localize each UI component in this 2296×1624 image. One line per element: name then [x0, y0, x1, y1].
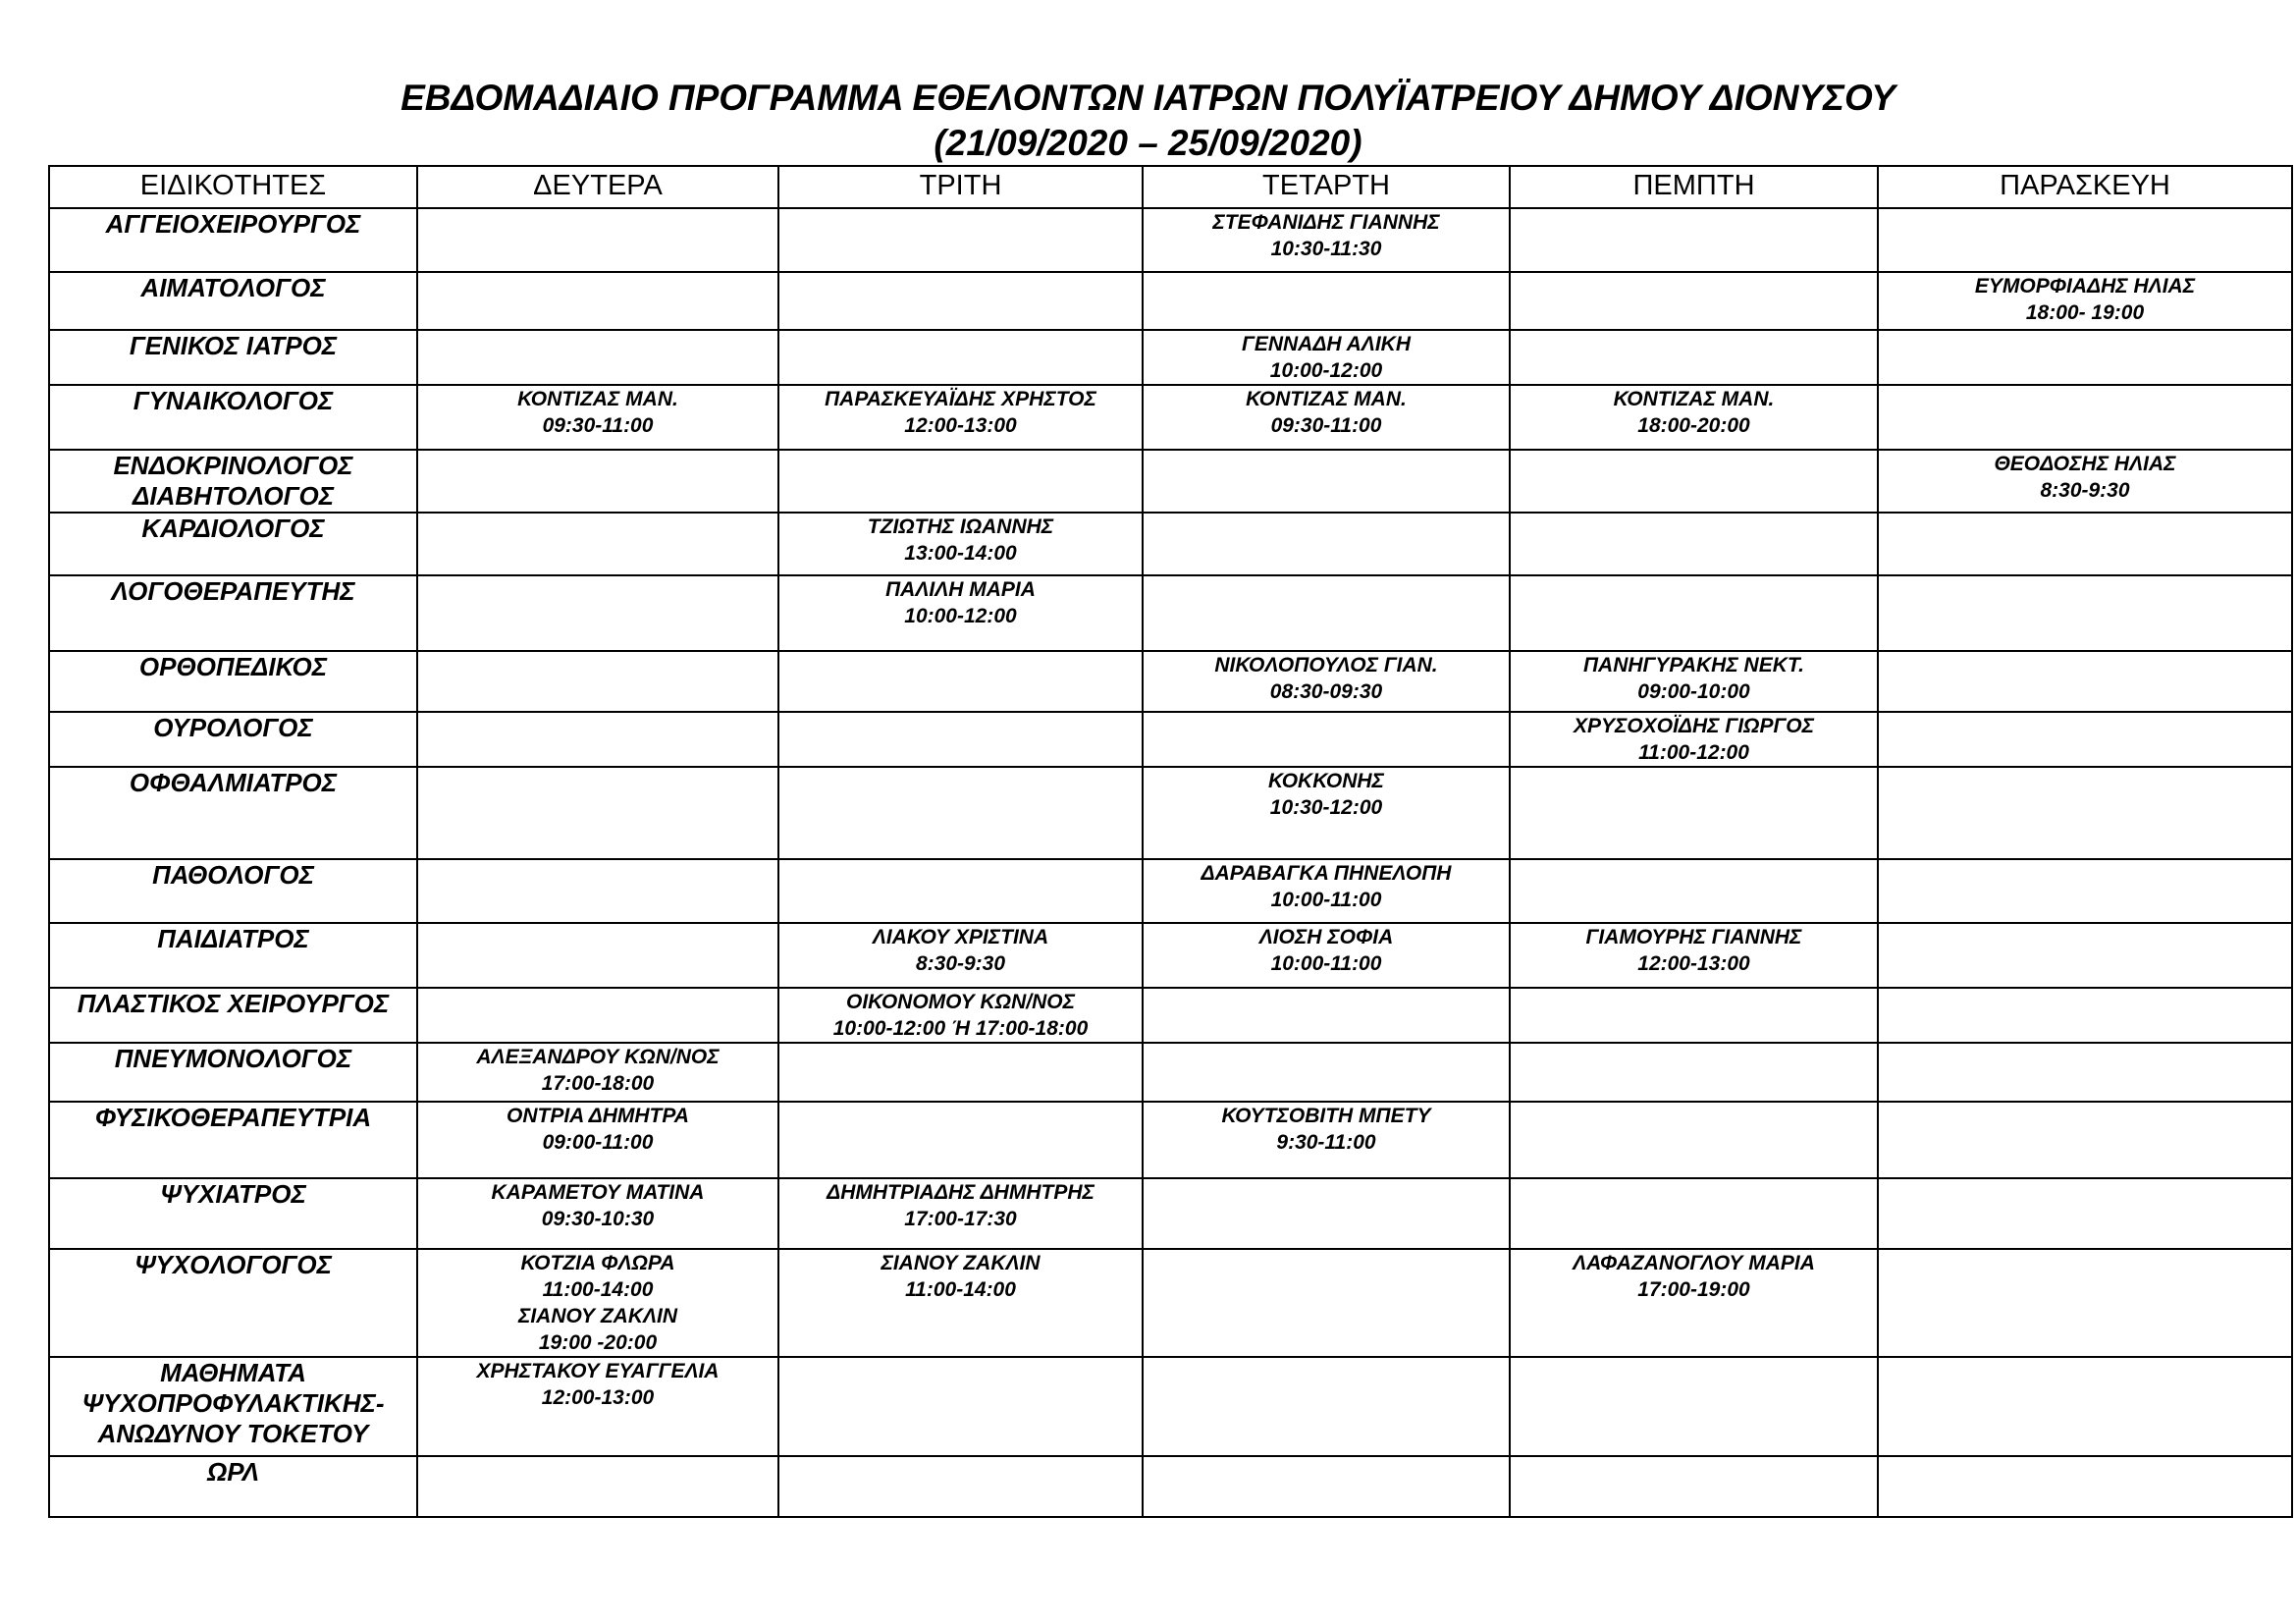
specialty-label: ΚΑΡΔΙΟΛΟΓΟΣ — [141, 514, 325, 543]
schedule-cell — [1878, 272, 2292, 330]
doctor-name: ΝΙΚΟΛΟΠΟΥΛΟΣ ΓΙΑΝ. — [1214, 654, 1438, 677]
table-row — [49, 1043, 2292, 1102]
column-header-specialty: ΕΙΔΙΚΟΤΗΤΕΣ — [49, 166, 417, 208]
doctor-name: ΘΕΟΔΟΣΗΣ ΗΛΙΑΣ — [1994, 453, 2176, 475]
specialty-label: ΦΥΣΙΚΟΘΕΡΑΠΕΥΤΡΙΑ — [94, 1103, 372, 1132]
specialty-label: ΟΥΡΟΛΟΓΟΣ — [153, 713, 313, 742]
schedule-cell — [417, 330, 778, 385]
doctor-name: ΚΟΤΖΙΑ ΦΛΩΡΑ — [520, 1252, 675, 1274]
doctor-entry — [779, 1250, 1142, 1303]
schedule-cell — [1143, 450, 1510, 513]
time-slot: 18:00-20:00 — [1637, 414, 1750, 437]
time-slot: 17:00-18:00 — [541, 1072, 655, 1095]
doctor-entry — [1511, 924, 1877, 977]
doctor-name: ΚΟΝΤΙΖΑΣ ΜΑΝ. — [1246, 388, 1407, 410]
schedule-cell — [1878, 651, 2292, 712]
schedule-cell — [417, 1102, 778, 1178]
schedule-cell — [1510, 1043, 1878, 1102]
schedule-cell — [417, 208, 778, 272]
doctor-name: ΔΑΡΑΒΑΓΚΑ ΠΗΝΕΛΟΠΗ — [1201, 862, 1452, 885]
table-row — [49, 208, 2292, 272]
time-slot: 10:00-12:00 — [904, 605, 1017, 627]
doctor-entry — [1144, 768, 1509, 821]
time-slot: 10:00-11:00 — [1270, 889, 1382, 911]
schedule-cell — [778, 988, 1143, 1043]
doctor-entry — [418, 1303, 777, 1356]
time-slot: 09:00-11:00 — [542, 1131, 654, 1154]
schedule-cell — [778, 1178, 1143, 1249]
schedule-cell — [1878, 208, 2292, 272]
doctor-entry — [1511, 1250, 1877, 1303]
table-row — [49, 651, 2292, 712]
time-slot: 12:00-13:00 — [541, 1386, 655, 1409]
column-header-day: ΤΡΙΤΗ — [778, 166, 1143, 208]
schedule-cell — [1878, 385, 2292, 450]
doctor-entry — [418, 386, 777, 439]
doctor-entry — [1144, 209, 1509, 262]
doctor-name: ΔΗΜΗΤΡΙΑΔΗΣ ΔΗΜΗΤΡΗΣ — [827, 1181, 1095, 1204]
schedule-cell — [417, 385, 778, 450]
schedule-cell — [778, 450, 1143, 513]
specialty-cell — [49, 330, 417, 385]
specialty-cell — [49, 1043, 417, 1102]
specialty-cell — [49, 385, 417, 450]
schedule-cell — [1510, 1178, 1878, 1249]
specialty-label: ΑΓΓΕΙΟΧΕΙΡΟΥΡΓΟΣ — [105, 209, 361, 239]
schedule-cell — [1510, 330, 1878, 385]
specialty-cell — [49, 923, 417, 988]
schedule-cell — [778, 1357, 1143, 1456]
specialty-label: ΓΕΝΙΚΟΣ ΙΑΤΡΟΣ — [129, 331, 338, 360]
schedule-cell — [1143, 385, 1510, 450]
table-row — [49, 1102, 2292, 1178]
specialty-label: ΨΥΧΙΑΤΡΟΣ — [160, 1179, 306, 1209]
specialty-cell — [49, 988, 417, 1043]
schedule-cell — [1510, 1249, 1878, 1357]
specialty-label: ΜΑΘΗΜΑΤΑ — [160, 1358, 306, 1387]
schedule-cell — [778, 923, 1143, 988]
schedule-cell — [417, 513, 778, 575]
doctor-name: ΓΙΑΜΟΥΡΗΣ ΓΙΑΝΝΗΣ — [1585, 926, 1802, 948]
schedule-cell — [778, 575, 1143, 651]
table-row — [49, 1456, 2292, 1517]
specialty-cell — [49, 1102, 417, 1178]
doctor-name: ΣΙΑΝΟΥ ΖΑΚΛΙΝ — [517, 1305, 678, 1327]
schedule-cell — [1143, 513, 1510, 575]
specialty-cell — [49, 513, 417, 575]
schedule-cell — [1143, 1102, 1510, 1178]
schedule-cell — [1510, 208, 1878, 272]
header-row — [49, 166, 2292, 208]
doctor-name: ΚΟΥΤΣΟΒΙΤΗ ΜΠΕΤΥ — [1221, 1105, 1431, 1127]
specialty-label: ΓΥΝΑΙΚΟΛΟΓΟΣ — [133, 386, 334, 415]
doctor-name: ΚΟΚΚΟΝΗΣ — [1268, 770, 1384, 792]
schedule-cell — [417, 1043, 778, 1102]
specialty-label: ΩΡΛ — [206, 1457, 260, 1487]
schedule-cell — [417, 1456, 778, 1517]
specialty-label: ΑΝΩΔΥΝΟΥ ΤΟΚΕΤΟΥ — [97, 1419, 369, 1448]
time-slot: 08:30-09:30 — [1269, 680, 1383, 703]
specialty-cell — [49, 272, 417, 330]
doctor-entry — [1511, 652, 1877, 705]
schedule-cell — [778, 1102, 1143, 1178]
schedule-cell — [1878, 1249, 2292, 1357]
doctor-entry — [1144, 1103, 1509, 1156]
time-slot: 10:00-12:00 Ή 17:00-18:00 — [832, 1017, 1089, 1040]
time-slot: 11:00-12:00 — [1638, 741, 1749, 764]
schedule-cell — [1510, 450, 1878, 513]
column-header-day: ΔΕΥΤΕΡΑ — [417, 166, 778, 208]
schedule-cell — [1510, 767, 1878, 859]
specialty-label: ΠΝΕΥΜΟΝΟΛΟΓΟΣ — [114, 1044, 352, 1073]
time-slot: 19:00 -20:00 — [538, 1331, 658, 1354]
doctor-entry — [779, 989, 1142, 1042]
schedule-cell — [417, 767, 778, 859]
schedule-cell — [1878, 450, 2292, 513]
schedule-cell — [1510, 988, 1878, 1043]
time-slot: 10:00-12:00 — [1269, 359, 1383, 382]
schedule-cell — [1878, 1357, 2292, 1456]
schedule-cell — [1143, 1456, 1510, 1517]
table-row — [49, 330, 2292, 385]
doctor-entry — [1879, 451, 2291, 504]
specialty-cell — [49, 575, 417, 651]
time-slot: 09:30-11:00 — [1270, 414, 1382, 437]
specialty-label: ΑΙΜΑΤΟΛΟΓΟΣ — [140, 273, 326, 302]
specialty-cell — [49, 767, 417, 859]
specialty-cell — [49, 450, 417, 513]
schedule-cell — [1510, 651, 1878, 712]
schedule-cell — [417, 575, 778, 651]
specialty-label: ΔΙΑΒΗΤΟΛΟΓΟΣ — [132, 481, 335, 511]
table-row — [49, 450, 2292, 513]
time-slot: 17:00-19:00 — [1637, 1278, 1750, 1301]
doctor-name: ΟΙΚΟΝΟΜΟΥ ΚΩΝ/ΝΟΣ — [846, 991, 1075, 1013]
time-slot: 09:00-10:00 — [1637, 680, 1750, 703]
doctor-name: ΣΙΑΝΟΥ ΖΑΚΛΙΝ — [881, 1252, 1041, 1274]
schedule-cell — [1878, 330, 2292, 385]
doctor-entry — [1879, 273, 2291, 326]
schedule-cell — [778, 651, 1143, 712]
doctor-entry — [779, 386, 1142, 439]
schedule-cell — [1510, 859, 1878, 923]
doctor-name: ΚΟΝΤΙΖΑΣ ΜΑΝ. — [517, 388, 678, 410]
table-row — [49, 513, 2292, 575]
doctor-name: ΤΖΙΩΤΗΣ ΙΩΑΝΝΗΣ — [867, 515, 1054, 538]
doctor-name: ΚΟΝΤΙΖΑΣ ΜΑΝ. — [1613, 388, 1775, 410]
schedule-cell — [1143, 1249, 1510, 1357]
doctor-entry — [779, 576, 1142, 629]
schedule-cell — [1878, 513, 2292, 575]
schedule-cell — [417, 272, 778, 330]
time-slot: 12:00-13:00 — [1637, 952, 1750, 975]
table-row — [49, 712, 2292, 767]
schedule-cell — [778, 1249, 1143, 1357]
doctor-entry — [1511, 713, 1877, 766]
doctor-entry — [1511, 386, 1877, 439]
schedule-cell — [1143, 208, 1510, 272]
schedule-cell — [778, 767, 1143, 859]
doctor-entry — [1144, 860, 1509, 913]
doctor-entry — [418, 1358, 777, 1411]
specialty-label: ΟΦΘΑΛΜΙΑΤΡΟΣ — [129, 768, 338, 797]
schedule-cell — [1878, 859, 2292, 923]
doctor-entry — [418, 1103, 777, 1156]
schedule-table — [48, 165, 2293, 1518]
schedule-cell — [1143, 575, 1510, 651]
schedule-cell — [417, 923, 778, 988]
time-slot: 8:30-9:30 — [915, 952, 1006, 975]
specialty-label: ΠΑΘΟΛΟΓΟΣ — [152, 860, 314, 890]
table-row — [49, 767, 2292, 859]
schedule-cell — [778, 208, 1143, 272]
doctor-name: ΠΑΝΗΓΥΡΑΚΗΣ ΝΕΚΤ. — [1582, 654, 1804, 677]
schedule-cell — [1143, 1043, 1510, 1102]
schedule-cell — [1510, 1456, 1878, 1517]
doctor-entry — [1144, 924, 1509, 977]
doctor-name: ΑΛΕΞΑΝΔΡΟΥ ΚΩΝ/ΝΟΣ — [476, 1046, 720, 1068]
table-row — [49, 1249, 2292, 1357]
time-slot: 8:30-9:30 — [2040, 479, 2130, 502]
table-row — [49, 988, 2292, 1043]
specialty-cell — [49, 1456, 417, 1517]
time-slot: 12:00-13:00 — [904, 414, 1017, 437]
specialty-cell — [49, 1357, 417, 1456]
schedule-cell — [1510, 1102, 1878, 1178]
time-slot: 11:00-14:00 — [905, 1278, 1016, 1301]
doctor-entry — [1144, 652, 1509, 705]
schedule-cell — [1143, 1357, 1510, 1456]
schedule-cell — [1510, 1357, 1878, 1456]
specialty-cell — [49, 208, 417, 272]
specialty-label: ΨΥΧΟΠΡΟΦΥΛΑΚΤΙΚΗΣ- — [81, 1388, 385, 1418]
date-range: (21/09/2020 – 25/09/2020) — [934, 123, 1362, 163]
schedule-cell — [1510, 712, 1878, 767]
specialty-label: ΠΑΙΔΙΑΤΡΟΣ — [157, 924, 309, 953]
schedule-cell — [1878, 923, 2292, 988]
schedule-cell — [778, 712, 1143, 767]
schedule-cell — [1878, 767, 2292, 859]
schedule-cell — [1510, 272, 1878, 330]
schedule-cell — [1143, 767, 1510, 859]
doctor-entry — [779, 924, 1142, 977]
specialty-label: ΟΡΘΟΠΕΔΙΚΟΣ — [138, 652, 328, 681]
time-slot: 09:30-10:30 — [541, 1208, 655, 1230]
schedule-cell — [778, 272, 1143, 330]
specialty-cell — [49, 1178, 417, 1249]
table-row — [49, 923, 2292, 988]
schedule-cell — [1510, 385, 1878, 450]
table-row — [49, 1178, 2292, 1249]
page-title: ΕΒΔΟΜΑΔΙΑΙΟ ΠΡΟΓΡΑΜΜΑ ΕΘΕΛΟΝΤΩΝ ΙΑΤΡΩΝ ΠΟΛΥΪΑΤΡΕΙΟΥ ΔΗΜΟΥ ΔΙΟΝΥΣΟΥ — [400, 78, 1896, 118]
schedule-cell — [778, 385, 1143, 450]
column-header-day: ΠΕΜΠΤΗ — [1510, 166, 1878, 208]
schedule-cell — [417, 712, 778, 767]
schedule-cell — [417, 859, 778, 923]
schedule-cell — [778, 1043, 1143, 1102]
schedule-cell — [1878, 1456, 2292, 1517]
schedule-cell — [1510, 575, 1878, 651]
schedule-cell — [1143, 330, 1510, 385]
specialty-cell — [49, 712, 417, 767]
doctor-entry — [779, 514, 1142, 567]
specialty-label: ΨΥΧΟΛΟΓΟΓΟΣ — [134, 1250, 332, 1279]
schedule-cell — [417, 651, 778, 712]
schedule-cell — [1878, 712, 2292, 767]
schedule-cell — [1878, 1178, 2292, 1249]
doctor-entry — [418, 1250, 777, 1303]
schedule-cell — [1143, 651, 1510, 712]
schedule-cell — [1143, 859, 1510, 923]
doctor-entry — [418, 1179, 777, 1232]
schedule-cell — [1143, 1178, 1510, 1249]
doctor-name: ΠΑΡΑΣΚΕΥΑΪΔΗΣ ΧΡΗΣΤΟΣ — [825, 388, 1096, 410]
specialty-cell — [49, 859, 417, 923]
specialty-label: ΕΝΔΟΚΡΙΝΟΛΟΓΟΣ — [113, 451, 353, 480]
schedule-cell — [417, 1357, 778, 1456]
time-slot: 10:00-11:00 — [1270, 952, 1382, 975]
time-slot: 9:30-11:00 — [1276, 1131, 1376, 1154]
specialty-label: ΠΛΑΣΤΙΚΟΣ ΧΕΙΡΟΥΡΓΟΣ — [77, 989, 390, 1018]
time-slot: 18:00- 19:00 — [2025, 301, 2145, 324]
specialty-cell — [49, 651, 417, 712]
doctor-name: ΚΑΡΑΜΕΤΟΥ ΜΑΤΙΝΑ — [491, 1181, 705, 1204]
time-slot: 17:00-17:30 — [904, 1208, 1017, 1230]
schedule-cell — [1143, 712, 1510, 767]
column-header-day: ΠΑΡΑΣΚΕΥΗ — [1878, 166, 2292, 208]
schedule-cell — [417, 988, 778, 1043]
schedule-cell — [778, 330, 1143, 385]
schedule-cell — [1878, 988, 2292, 1043]
doctor-name: ΛΙΑΚΟΥ ΧΡΙΣΤΙΝΑ — [872, 926, 1049, 948]
schedule-cell — [1510, 513, 1878, 575]
schedule-cell — [1878, 1043, 2292, 1102]
doctor-name: ΕΥΜΟΡΦΙΑΔΗΣ ΗΛΙΑΣ — [1974, 275, 2196, 298]
schedule-cell — [778, 859, 1143, 923]
schedule-cell — [1143, 272, 1510, 330]
specialty-cell — [49, 1249, 417, 1357]
schedule-cell — [417, 1178, 778, 1249]
doctor-name: ΟΝΤΡΙΑ ΔΗΜΗΤΡΑ — [507, 1105, 689, 1127]
time-slot: 10:30-12:00 — [1269, 796, 1383, 819]
table-row — [49, 859, 2292, 923]
time-slot: 11:00-14:00 — [542, 1278, 654, 1301]
time-slot: 09:30-11:00 — [542, 414, 654, 437]
doctor-name: ΧΡΗΣΤΑΚΟΥ ΕΥΑΓΓΕΛΙΑ — [476, 1360, 720, 1382]
schedule-cell — [778, 513, 1143, 575]
table-row — [49, 575, 2292, 651]
doctor-entry — [779, 1179, 1142, 1232]
schedule-cell — [1878, 575, 2292, 651]
specialty-label: ΛΟΓΟΘΕΡΑΠΕΥΤΗΣ — [111, 576, 355, 606]
doctor-name: ΛΙΟΣΗ ΣΟΦΙΑ — [1258, 926, 1394, 948]
doctor-entry — [1144, 386, 1509, 439]
time-slot: 10:30-11:30 — [1270, 238, 1382, 260]
table-row — [49, 385, 2292, 450]
doctor-entry — [1144, 331, 1509, 384]
doctor-name: ΓΕΝΝΑΔΗ ΑΛΙΚΗ — [1242, 333, 1411, 355]
doctor-name: ΧΡΥΣΟΧΟΪΔΗΣ ΓΙΩΡΓΟΣ — [1573, 715, 1814, 737]
schedule-cell — [417, 1249, 778, 1357]
doctor-name: ΣΤΕΦΑΝΙΔΗΣ ΓΙΑΝΝΗΣ — [1212, 211, 1440, 234]
schedule-cell — [1510, 923, 1878, 988]
schedule-cell — [1878, 1102, 2292, 1178]
doctor-name: ΛΑΦΑΖΑΝΟΓΛΟΥ ΜΑΡΙΑ — [1573, 1252, 1815, 1274]
doctor-entry — [418, 1044, 777, 1097]
schedule-cell — [778, 1456, 1143, 1517]
time-slot: 13:00-14:00 — [904, 542, 1017, 565]
schedule-cell — [417, 450, 778, 513]
schedule-cell — [1143, 988, 1510, 1043]
column-header-day: ΤΕΤΑΡΤΗ — [1143, 166, 1510, 208]
doctor-name: ΠΑΛΙΛΗ ΜΑΡΙΑ — [885, 578, 1036, 601]
schedule-cell — [1143, 923, 1510, 988]
table-row — [49, 272, 2292, 330]
table-row — [49, 1357, 2292, 1456]
